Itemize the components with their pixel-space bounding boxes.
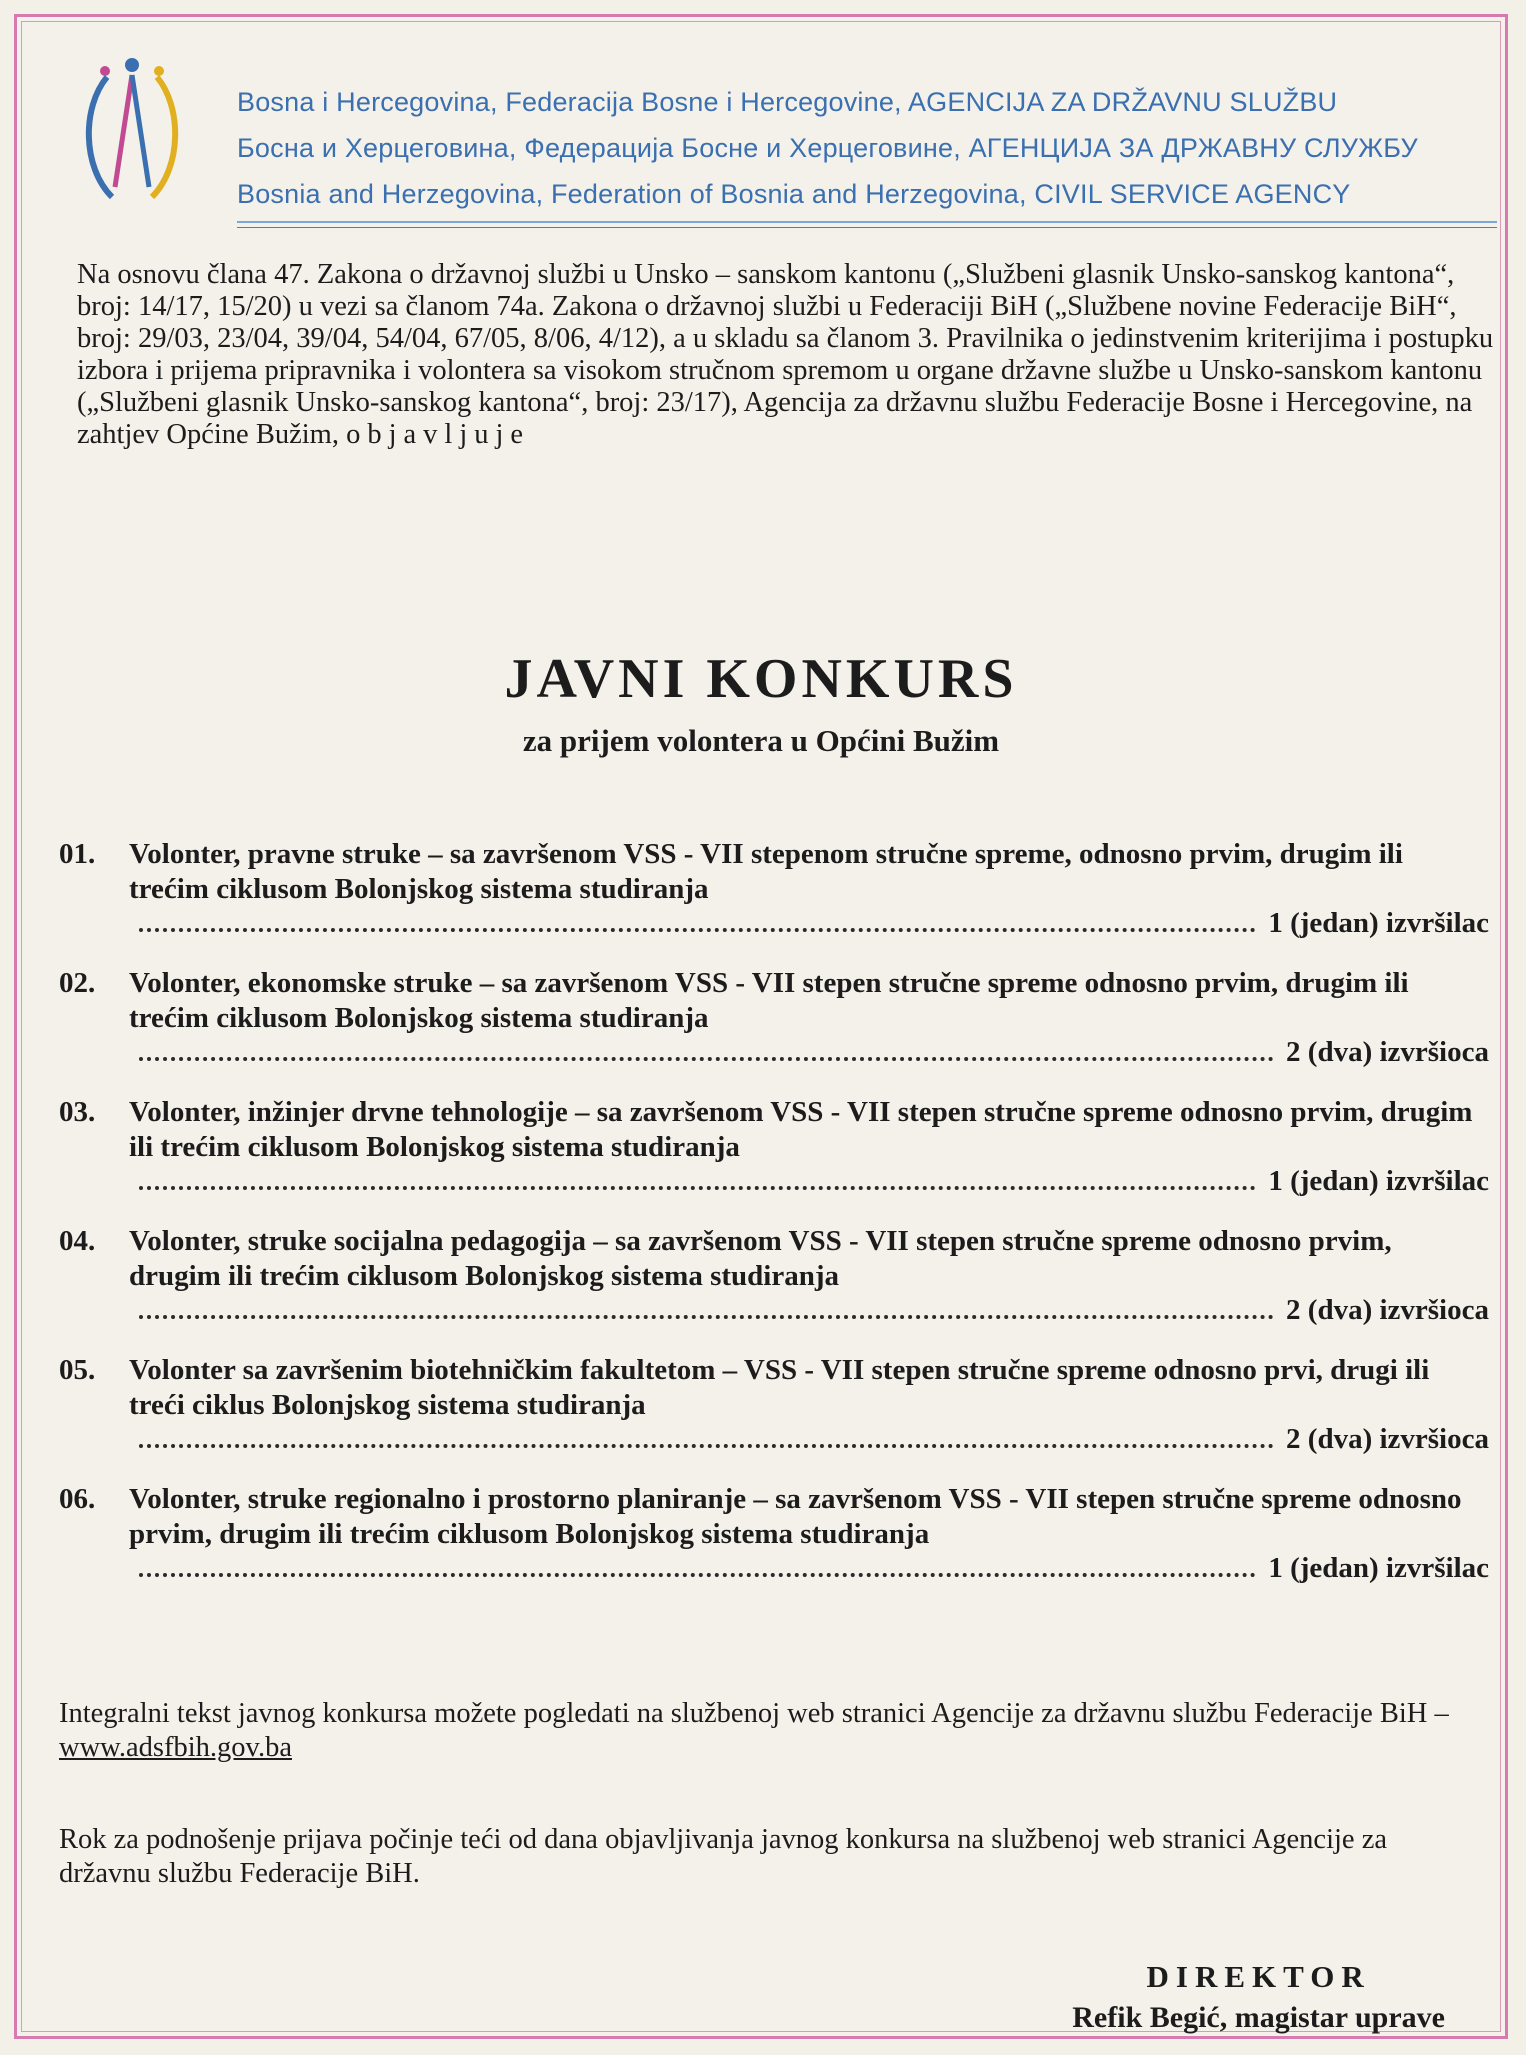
position-count: 2 (dva) izvršioca: [1286, 1294, 1489, 1326]
deadline-paragraph: [59, 1823, 1479, 1891]
position-item: [59, 1095, 1489, 1198]
position-text: Volonter sa završenim biotehničkim fakultetom – VSS - VII stepen stručne spreme odnosno prvi, drugi ili treći ciklus Bolonjskog sistema studiranja: [129, 1354, 1430, 1421]
position-number: 05.: [59, 1354, 96, 1386]
deadline-text: Rok za podnošenje prijava počinje teći od dana objavljivanja javnog konkursa na službenoj web stranici Agencije za državnu službu Federacije BiH.: [59, 1824, 1387, 1889]
page-subtitle: za prijem volontera u Općini Bužim: [522, 723, 1000, 758]
position-text: Volonter, pravne struke – sa završenom VSS - VII stepenom stručne spreme, odnosno prvim, drugim ili trećim ciklusom Bolonjskog sistema studiranja: [129, 838, 1403, 905]
positions-list: [59, 837, 1489, 1611]
signature-name: Refik Begić, magistar uprave: [1072, 2001, 1445, 2034]
position-count: 2 (dva) izvršioca: [1286, 1036, 1489, 1068]
page-title: JAVNI KONKURS: [504, 648, 1018, 710]
dotted-leader: [139, 928, 1256, 932]
position-count: 1 (jedan) izvršilac: [1268, 907, 1489, 939]
agency-line-cyrillic: Босна и Херцеговина, Федерација Босне и Херцеговине, АГЕНЦИЈА ЗА ДРЖАВНУ СЛУЖБУ: [237, 133, 1418, 163]
dotted-leader: [139, 1057, 1274, 1061]
agency-line-bosnian: Bosna i Hercegovina, Federacija Bosne i Hercegovine, AGENCIJA ZA DRŽAVNU SLUŽBU: [237, 87, 1338, 117]
integral-text: Integralni tekst javnog konkursa možete pogledati na službenoj web stranici Agencije za državnu službu Federacije BiH –: [59, 1698, 1449, 1729]
position-number: 06.: [59, 1483, 96, 1515]
header-divider: [237, 221, 1497, 228]
website-link[interactable]: www.adsfbih.gov.ba: [59, 1732, 292, 1763]
position-text: Volonter, struke socijalna pedagogija – sa završenom VSS - VII stepen stručne spreme odnosno prvim, drugim ili trećim ciklusom Bolonjskog sistema studiranja: [129, 1225, 1392, 1292]
advertisement-page: [14, 14, 1508, 2039]
intro-text: Na osnovu člana 47. Zakona o državnoj službi u Unsko – sanskom kantonu („Službeni glasnik Unsko-sanskog kantona“, broj: 14/17, 15/20) u vezi sa članom 74a. Zakona o državnoj službi u Federaciji BiH („Službene novine Federacije BiH“, broj: 29/03, 23/04, 39/04, 54/04, 67/05, 8/06, 4/12), a u skladu sa članom 3. Pravilnika o jedinstvenim kriterijima i postupku izbora i prijema pripravnika i volontera sa visokom stručnom spremom u organe državne službe u Unsko-sanskom kantonu („Službeni glasnik Unsko-sanskog kantona“, broj: 23/17), Agencija za državnu službu Federacije Bosne i Hercegovine, na zahtjev Općine Bužim,: [77, 259, 1494, 450]
dotted-leader: [139, 1444, 1274, 1448]
signature-title: DIREKTOR: [1146, 1959, 1371, 1994]
position-number: 01.: [59, 838, 96, 870]
dotted-leader: [139, 1186, 1256, 1190]
position-item: [59, 837, 1489, 940]
intro-paragraph: [77, 259, 1497, 451]
position-number: 04.: [59, 1225, 96, 1257]
signature-block: [1072, 1959, 1445, 2035]
position-item: [59, 1482, 1489, 1585]
position-text: Volonter, inžinjer drvne tehnologije – sa završenom VSS - VII stepen stručne spreme odnosno prvim, drugim ili trećim ciklusom Bolonjskog sistema studiranja: [129, 1096, 1473, 1163]
position-text: Volonter, ekonomske struke – sa završenom VSS - VII stepen stručne spreme odnosno prvim, drugim ili trećim ciklusom Bolonjskog sistema studiranja: [129, 967, 1409, 1034]
integral-text-paragraph: [59, 1697, 1479, 1765]
position-item: [59, 1224, 1489, 1327]
position-count: 1 (jedan) izvršilac: [1268, 1165, 1489, 1197]
dotted-leader: [139, 1315, 1274, 1319]
position-item: [59, 1353, 1489, 1456]
position-count: 1 (jedan) izvršilac: [1268, 1552, 1489, 1584]
position-text: Volonter, struke regionalno i prostorno planiranje – sa završenom VSS - VII stepen stručne spreme odnosno prvim, drugim ili trećim ciklusom Bolonjskog sistema studiranja: [129, 1483, 1462, 1550]
agency-logo-icon: [67, 47, 197, 217]
position-item: [59, 966, 1489, 1069]
agency-line-english: Bosnia and Herzegovina, Federation of Bosnia and Herzegovina, CIVIL SERVICE AGENCY: [237, 179, 1351, 209]
position-number: 02.: [59, 967, 96, 999]
intro-verb: objavljuje: [346, 419, 531, 450]
agency-header: [67, 41, 1497, 231]
position-number: 03.: [59, 1096, 96, 1128]
position-count: 2 (dva) izvršioca: [1286, 1423, 1489, 1455]
dotted-leader: [139, 1573, 1256, 1577]
